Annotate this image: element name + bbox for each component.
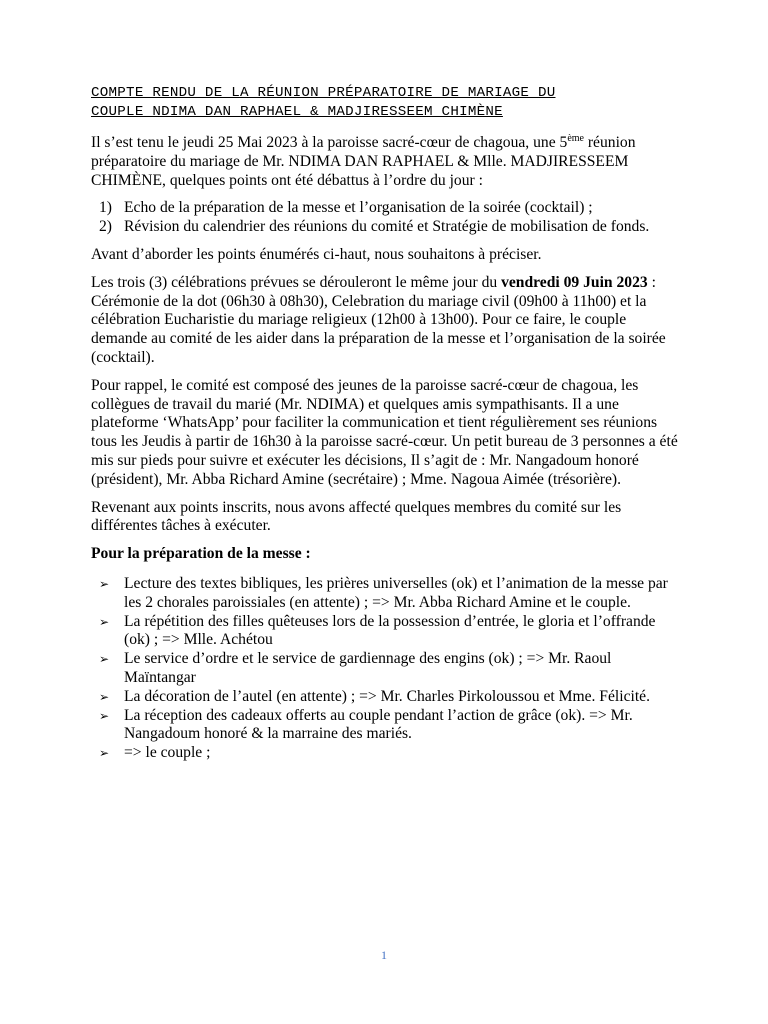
title-line-1: COMPTE RENDU DE LA RÉUNION PRÉPARATOIRE DE MARIAGE DU: [91, 85, 556, 101]
mass-task-item: [91, 707, 681, 745]
agenda-number: 1): [99, 199, 112, 217]
page-number: 1: [381, 948, 387, 962]
intro-paragraph: [91, 134, 681, 190]
mass-task-item: [91, 688, 681, 707]
celebration-date: vendredi 09 Juin 2023: [501, 273, 648, 291]
agenda-item: [91, 218, 681, 237]
mass-task-text: Lecture des textes bibliques, les prières universelles (ok) et l’animation de la messe par les 2 chorales paroissiales (en attente) ; => Mr. Abba Richard Amine et le couple.: [124, 574, 668, 611]
celebrations-paragraph: [91, 274, 681, 368]
mass-task-text: Le service d’ordre et le service de gardiennage des engins (ok) ; => Mr. Raoul Maïntangar: [124, 650, 612, 686]
mass-task-list: [91, 575, 681, 763]
arrowhead-bullet-icon: ➢: [99, 708, 110, 723]
mass-task-item: [91, 575, 681, 613]
assignment-paragraph: Revenant aux points inscrits, nous avons affecté quelques membres du comité sur les différentes tâches à exécuter.: [91, 498, 622, 535]
intro-text-end: réunion préparatoire du mariage de Mr. NDIMA DAN RAPHAEL & Mlle. MADJIRESSEEM CHIMÈNE, quelques points ont été débattus à l’ordre du jour :: [91, 134, 636, 189]
mass-task-item: [91, 613, 681, 651]
agenda-number: 2): [99, 218, 112, 236]
document-body: [91, 84, 681, 763]
arrowhead-bullet-icon: ➢: [99, 689, 110, 704]
mass-task-item: [91, 744, 681, 763]
celebrations-text-start: Les trois (3) célébrations prévues se dérouleront le même jour du: [91, 273, 502, 291]
mass-task-text: La réception des cadeaux offerts au couple pendant l’action de grâce (ok). => Mr. Nangadoum honoré & la marraine des mariés.: [124, 706, 633, 743]
document-title: [91, 84, 681, 122]
arrowhead-bullet-icon: ➢: [99, 614, 110, 629]
mass-task-text: La décoration de l’autel (en attente) ; => Mr. Charles Pirkoloussou et Mme. Félicité.: [124, 687, 650, 705]
committee-paragraph: Pour rappel, le comité est composé des jeunes de la paroisse sacré-cœur de chagoua, les collègues de travail du marié (Mr. NDIMA) et quelques amis sympathisants. Il a une plateforme ‘WhatsApp’ pour faciliter la communication et tient régulièrement ses réunions tous les Jeudis à partir de 16h30 à la paroisse sacré-cœur. Un petit bureau de 3 personnes a été mis sur pieds pour suivre et exécuter les décisions, Il s’agit de : Mr. Nangadoum honoré (président), Mr. Abba Richard Amine (secrétaire) ; Mme. Nagoua Aimée (trésorière).: [91, 376, 678, 488]
agenda-text: Révision du calendrier des réunions du comité et Stratégie de mobilisation de fonds.: [124, 218, 650, 236]
mass-task-text: => le couple ;: [124, 744, 211, 762]
title-line-2: COUPLE NDIMA DAN RAPHAEL & MADJIRESSEEM CHIMÈNE: [91, 104, 503, 120]
arrowhead-bullet-icon: ➢: [99, 576, 110, 591]
arrowhead-bullet-icon: ➢: [99, 652, 110, 667]
mass-task-text: La répétition des filles quêteuses lors de la possession d’entrée, le gloria et l’offrande (ok) ; => Mlle. Achétou: [124, 612, 656, 649]
agenda-item: [91, 199, 681, 218]
mass-task-item: [91, 650, 681, 688]
intro-text-start: Il s’est tenu le jeudi 25 Mai 2023 à la paroisse sacré-cœur de chagoua, une 5: [91, 134, 568, 151]
celebrations-text-end: : Cérémonie de la dot (06h30 à 08h30), Celebration du mariage civil (09h00 à 11h00) et la célébration Eucharistie du mariage religieux (12h00 à 13h00). Pour ce faire, le couple demande au comité de les aider dans la préparation de la messe et l’organisation de la soirée (cocktail).: [91, 273, 666, 366]
agenda-text: Echo de la préparation de la messe et l’organisation de la soirée (cocktail) ;: [124, 199, 593, 217]
preface-paragraph: Avant d’aborder les points énumérés ci-haut, nous souhaitons à préciser.: [91, 245, 542, 263]
agenda-list: [91, 199, 681, 237]
intro-superscript: ème: [567, 132, 584, 144]
mass-preparation-heading: Pour la préparation de la messe :: [91, 545, 311, 563]
arrowhead-bullet-icon: ➢: [99, 746, 110, 761]
